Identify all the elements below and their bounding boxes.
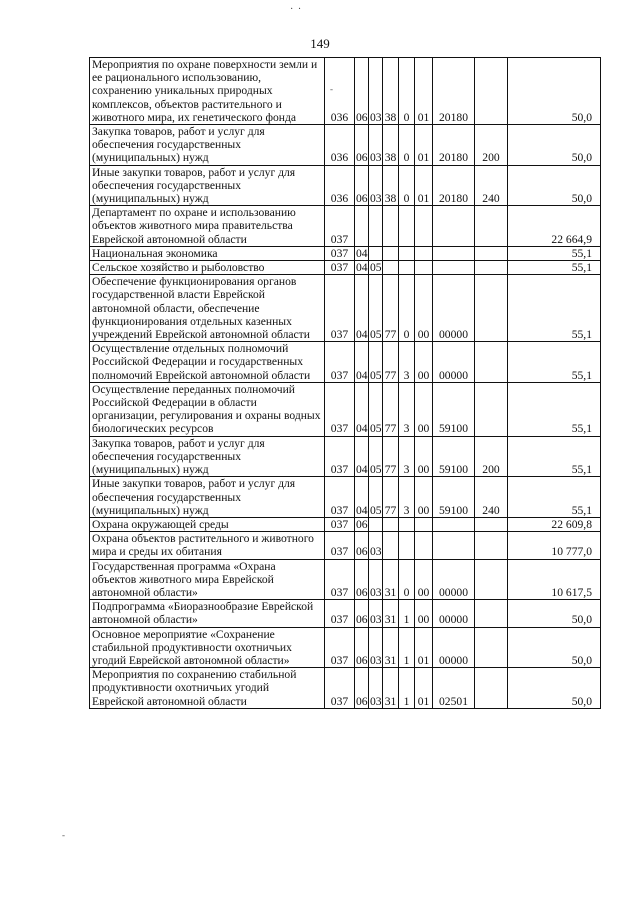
row-expense-type-code [475,559,508,600]
row-direction-code: 00000 [433,559,475,600]
budget-table-body [90,58,601,709]
row-program-code: 77 [383,436,399,477]
row-main-event-code: 01 [415,58,433,125]
row-main-event-code [415,246,433,260]
row-program-code: 77 [383,275,399,342]
row-ministry-code: 037 [325,627,355,668]
row-subprogram-code: 0 [399,165,415,206]
row-section-code: 06 [356,517,368,531]
row-direction-code: 02501 [433,668,475,709]
row-name-cell: Иные закупки товаров, работ и услуг для обеспечения государственных (муниципальных) нужд [90,477,325,518]
row-expense-type-code [475,246,508,260]
row-sum: 55,1 [508,436,601,477]
row-name-cell: Государственная программа «Охрана объектов животного мира Еврейской автономной области» [90,559,325,600]
row-direction-code: 20180 [433,125,475,166]
row-name-cell: Осуществление отдельных полномочий Российской Федерации и государственных полномочий Еврейской автономной области [90,342,325,383]
row-sum: 55,1 [508,477,601,518]
row-subprogram-code: 1 [399,600,415,627]
row-subprogram-code: 0 [399,125,415,166]
row-program-code: 77 [383,382,399,436]
table-row [90,206,601,247]
row-sum: 50,0 [508,627,601,668]
row-main-event-code: 00 [415,382,433,436]
row-section-code: 04 [355,342,369,383]
table-row [90,532,601,559]
row-subprogram-code: 1 [399,627,415,668]
row-ministry-code: 037 [325,206,355,247]
budget-table [89,57,601,709]
row-expense-type-code [475,627,508,668]
row-program-code: 38 [383,58,399,125]
row-sum: 50,0 [508,125,601,166]
row-expense-type-code [475,342,508,383]
row-sum: 22 609,8 [508,517,601,531]
row-expense-type-code: 240 [475,165,508,206]
row-expense-type-code [475,206,508,247]
row-section-code: 04 [355,436,369,477]
row-direction-code: 20180 [433,58,475,125]
row-expense-type-code [475,382,508,436]
row-section-code: 06 [355,627,369,668]
row-section-code: 04 [355,477,369,518]
row-ministry-code: 037 [325,600,355,627]
row-expense-type-code [475,517,508,531]
row-main-event-code: 00 [415,559,433,600]
table-row [90,382,601,436]
row-name-cell: Сельское хозяйство и рыболовство [90,261,325,275]
row-direction-code: 00000 [433,600,475,627]
scan-mark: - [62,830,65,840]
row-direction-code [433,206,475,247]
row-subsection-code: 05 [369,477,383,518]
row-direction-code: 00000 [433,275,475,342]
row-main-event-code: 01 [415,165,433,206]
row-subprogram-code [399,206,415,247]
row-program-code [383,246,399,260]
row-direction-code [433,246,475,260]
row-main-event-code [415,261,433,275]
row-subsection-code [369,246,383,260]
row-direction-code [433,532,475,559]
row-program-code [383,261,399,275]
row-sum: 50,0 [508,668,601,709]
row-sum: 55,1 [508,342,601,383]
row-ministry-code: 037 [325,532,355,559]
row-sum: 22 664,9 [508,206,601,247]
row-section-code: 06 [355,600,369,627]
row-subprogram-code [399,261,415,275]
table-row [90,246,601,260]
row-direction-code: 00000 [433,627,475,668]
row-name-cell: Иные закупки товаров, работ и услуг для обеспечения государственных (муниципальных) нужд [90,165,325,206]
row-subsection-code: 05 [369,275,383,342]
table-row [90,275,601,342]
row-direction-code: 00000 [433,342,475,383]
row-subprogram-code: 3 [399,477,415,518]
row-main-event-code: 01 [415,125,433,166]
row-sum: 50,0 [508,600,601,627]
row-subsection-code: 05 [369,436,383,477]
row-name-cell: Обеспечение функционирования органов государственной власти Еврейской автономной области, обеспечение функционирования отдельных казенных учреждений Еврейской автономной области [90,275,325,342]
row-section-code: 06 [355,668,369,709]
table-row [90,627,601,668]
row-section-code: 04 [355,382,369,436]
row-main-event-code: 00 [415,600,433,627]
row-main-event-code: 00 [415,477,433,518]
row-ministry-code: 037 [325,246,355,260]
row-section-code: 04 [356,261,368,275]
row-subsection-code: 03 [369,125,383,166]
row-program-code [383,206,399,247]
table-row [90,559,601,600]
row-main-event-code [415,517,433,531]
row-subsection-code: 05 [369,382,383,436]
row-section-code: 06 [355,125,369,166]
row-main-event-code: 01 [415,627,433,668]
row-direction-code: 59100 [433,477,475,518]
row-sum: 50,0 [508,165,601,206]
row-subsection-code: 03 [369,627,383,668]
row-main-event-code [415,206,433,247]
row-program-code: 77 [383,342,399,383]
row-ministry-code: 037 [325,275,355,342]
row-subsection-code [369,517,383,531]
row-expense-type-code [475,532,508,559]
row-ministry-code: 036 [325,165,355,206]
row-name-cell: Осуществление переданных полномочий Российской Федерации в области организации, регулирования и охраны водных биологических ресурсов [90,382,325,436]
row-expense-type-code: 200 [475,125,508,166]
row-direction-code [433,261,475,275]
row-program-code: 31 [383,600,399,627]
row-subsection-code [369,206,383,247]
table-row [90,600,601,627]
row-section-code: 06 [355,165,369,206]
row-name-cell: Мероприятия по сохранению стабильной продуктивности охотничьих угодий Еврейской автономной области [90,668,325,709]
row-ministry-code: 037 [325,382,355,436]
table-row [90,517,601,531]
row-program-code [383,532,399,559]
row-direction-code: 20180 [433,165,475,206]
row-subprogram-code: 0 [399,275,415,342]
row-subprogram-code [399,517,415,531]
row-subsection-code: 03 [369,600,383,627]
row-sum: 10 777,0 [508,532,601,559]
row-section-code: 04 [355,275,369,342]
row-program-code: 38 [383,165,399,206]
row-subprogram-code: 3 [399,436,415,477]
table-row [90,342,601,383]
row-expense-type-code [475,275,508,342]
row-direction-code: 59100 [433,436,475,477]
row-subsection-code: 03 [369,165,383,206]
row-main-event-code: 01 [415,668,433,709]
row-subsection-code: 05 [370,261,382,275]
row-main-event-code: 00 [415,275,433,342]
row-subsection-code: 03 [369,668,383,709]
row-subsection-code: 03 [369,58,383,125]
row-main-event-code: 00 [415,342,433,383]
row-ministry-code: 036 [325,58,355,125]
row-expense-type-code [475,261,508,275]
row-subprogram-code [399,532,415,559]
row-name-cell: Охрана окружающей среды [90,517,325,531]
row-subprogram-code: 3 [399,382,415,436]
scan-mark: · · [290,4,303,15]
row-section-code: 06 [355,58,369,125]
row-subprogram-code: 0 [399,58,415,125]
row-sum: 55,1 [508,261,601,275]
row-subprogram-code: 0 [399,559,415,600]
row-sum: 55,1 [508,382,601,436]
row-ministry-code: 037 [325,517,355,531]
row-ministry-code: 037 [325,477,355,518]
row-expense-type-code: 240 [475,477,508,518]
table-row [90,436,601,477]
row-name-cell: Мероприятия по охране поверхности земли и ее рационального использованию, сохранению уникальных природных комплексов, объектов растительного и животного мира, их генетического фонда [90,58,325,125]
table-row [90,165,601,206]
row-subsection-code: 03 [369,532,383,559]
row-expense-type-code [475,668,508,709]
table-row [90,125,601,166]
row-section-code: 04 [356,246,368,260]
row-name-cell: Охрана объектов растительного и животного мира и среды их обитания [90,532,325,559]
scan-mark: - [330,84,333,94]
row-sum: 50,0 [508,58,601,125]
row-sum: 10 617,5 [508,559,601,600]
row-subsection-code: 03 [369,559,383,600]
row-subprogram-code [399,246,415,260]
row-subprogram-code: 3 [399,342,415,383]
row-program-code: 38 [383,125,399,166]
row-ministry-code: 036 [325,125,355,166]
row-name-cell: Подпрограмма «Биоразнообразие Еврейской автономной области» [90,600,325,627]
row-sum: 55,1 [508,246,601,260]
row-subprogram-code: 1 [399,668,415,709]
row-main-event-code: 00 [415,436,433,477]
row-expense-type-code [475,58,508,125]
row-program-code: 31 [383,627,399,668]
row-program-code [383,517,399,531]
table-row [90,261,601,275]
row-name-cell: Национальная экономика [90,246,325,260]
table-row [90,477,601,518]
row-name-cell: Закупка товаров, работ и услуг для обеспечения государственных (муниципальных) нужд [90,125,325,166]
row-main-event-code [415,532,433,559]
row-ministry-code: 037 [325,261,355,275]
row-name-cell: Основное мероприятие «Сохранение стабильной продуктивности охотничьих угодий Еврейской автономной области» [90,627,325,668]
row-ministry-code: 037 [325,559,355,600]
row-direction-code: 59100 [433,382,475,436]
row-name-cell: Закупка товаров, работ и услуг для обеспечения государственных (муниципальных) нужд [90,436,325,477]
row-expense-type-code [475,600,508,627]
row-program-code: 31 [383,668,399,709]
row-section-code: 06 [355,532,369,559]
row-program-code: 31 [383,559,399,600]
page-number: 149 [310,36,330,51]
row-section-code: 06 [355,559,369,600]
table-row [90,58,601,125]
row-sum: 55,1 [508,275,601,342]
row-ministry-code: 037 [325,668,355,709]
row-program-code: 77 [383,477,399,518]
row-name-cell: Департамент по охране и использованию объектов животного мира правительства Еврейской автономной области [90,206,325,247]
table-row [90,668,601,709]
row-ministry-code: 037 [325,436,355,477]
row-direction-code [433,517,475,531]
row-subsection-code: 05 [369,342,383,383]
row-ministry-code: 037 [325,342,355,383]
row-section-code [355,206,369,247]
row-expense-type-code: 200 [475,436,508,477]
